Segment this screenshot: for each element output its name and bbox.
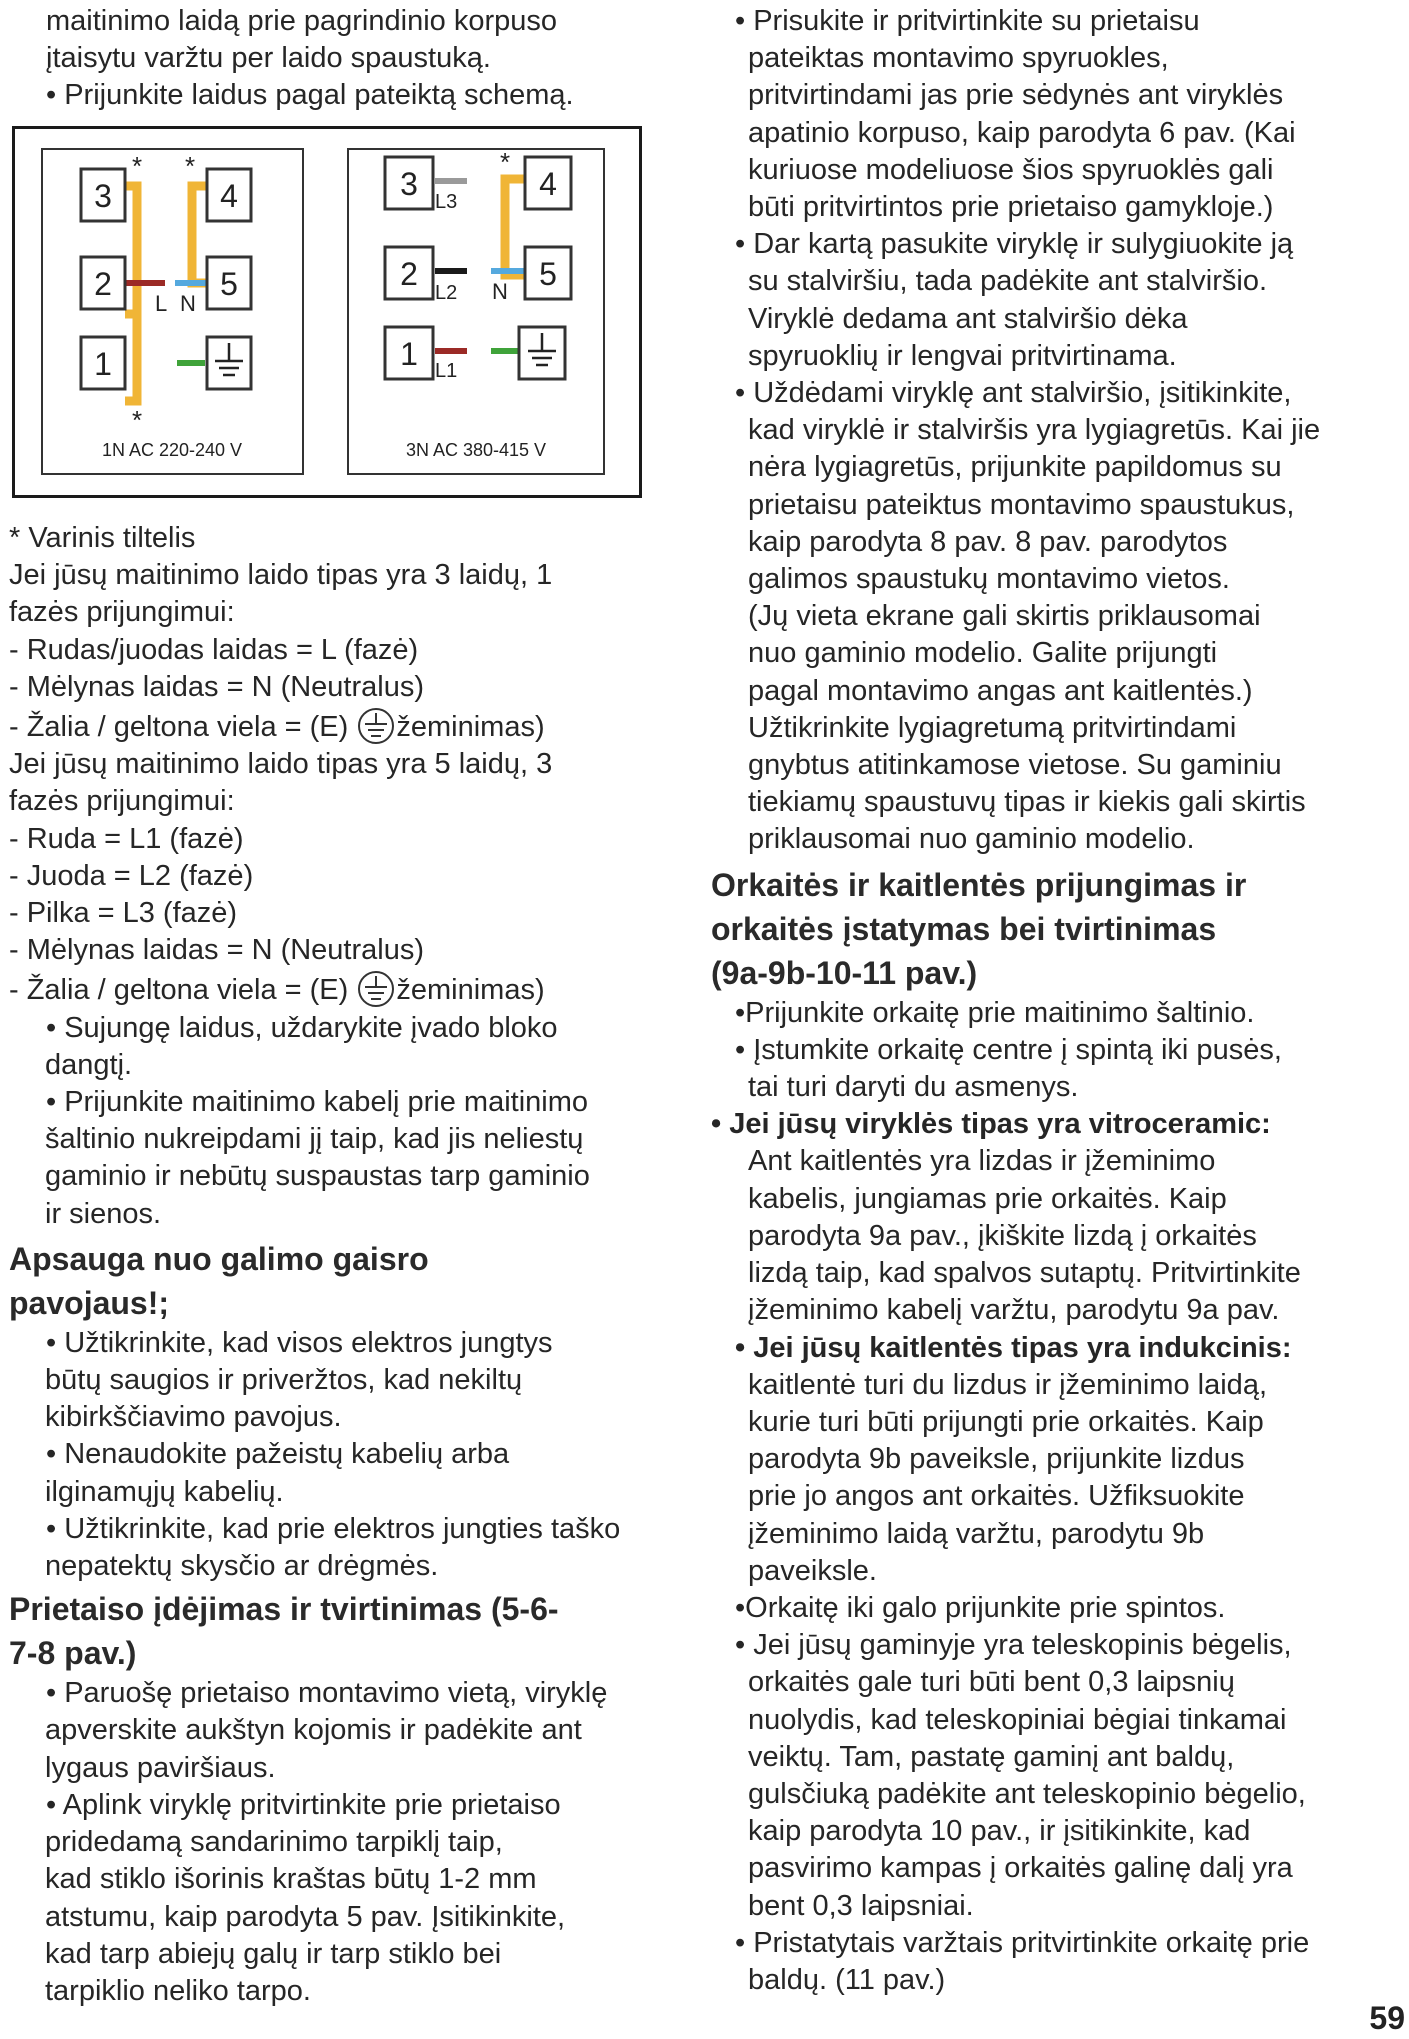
text-line: fazės prijungimui: — [9, 785, 235, 818]
right-column — [711, 3, 1361, 1999]
text-line: - Juoda = L2 (fazė) — [9, 859, 254, 892]
text-line: pagal montavimo angas ant kaitlentės.) — [748, 674, 1253, 707]
text-line: nuolydis, kad teleskopiniai bėgiai tinkamai — [748, 1703, 1287, 1736]
text-line: priklausomai nuo gaminio modelio. — [748, 823, 1195, 856]
terminal-3: 3 — [94, 178, 112, 214]
section-heading: Orkaitės ir kaitlentės prijungimas ir — [711, 866, 1247, 903]
terminal-5: 5 — [220, 266, 238, 302]
bullet-line: • Uždėdami viryklę ant stalviršio, įsitikinkite, — [735, 377, 1292, 410]
bullet-line: • Įstumkite orkaitę centre į spintą iki pusės, — [735, 1033, 1282, 1066]
terminal-2: 2 — [94, 266, 112, 302]
wire-label-N: N — [492, 279, 508, 304]
text-line: spyruoklių ir lengvai pritvirtinama. — [748, 339, 1177, 372]
text-line: pritvirtindami jas prie sėdynės ant viryklės — [748, 79, 1284, 112]
terminal-1: 1 — [94, 346, 112, 382]
bullet-line: • Jei jūsų gaminyje yra teleskopinis bėgelis, — [735, 1629, 1292, 1662]
text-line: kad viryklė ir stalviršis yra lygiagretūs. Kai jie — [748, 414, 1321, 447]
ground-text: - Žalia / geltona viela = (E) — [9, 974, 357, 1007]
terminal-4: 4 — [220, 178, 238, 214]
wire-label-N: N — [180, 291, 196, 316]
terminal-1: 1 — [400, 336, 418, 372]
bullet-line: ilginamųjų kabelių. — [45, 1475, 284, 1508]
text-line: tai turi daryti du asmenys. — [748, 1071, 1079, 1104]
section-heading: (9a-9b-10-11 pav.) — [711, 954, 978, 991]
left-body — [9, 520, 669, 2010]
bullet-line: • Užtikrinkite, kad prie elektros jungties taško — [46, 1512, 621, 1545]
text-line: apatinio korpuso, kaip parodyta 6 pav. (Kai — [748, 116, 1296, 149]
bullet-line: būtų saugios ir priveržtos, kad nekiltų — [45, 1364, 523, 1397]
bullet-line: atstumu, kaip parodyta 5 pav. Įsitikinkite, — [45, 1900, 566, 1933]
section-heading: Prietaiso įdėjimas ir tvirtinimas (5-6- — [9, 1591, 559, 1628]
bridge-marker: * — [185, 151, 196, 181]
bullet-line: kad tarp abiejų galų ir tarp stiklo bei — [45, 1937, 502, 1970]
bullet-line: kibirkščiavimo pavojus. — [45, 1401, 342, 1434]
section-heading: Apsauga nuo galimo gaisro — [9, 1240, 429, 1277]
wire-label-L: L — [155, 291, 168, 316]
text-line: su stalviršiu, tada padėkite ant stalviršio. — [748, 265, 1268, 298]
text-line: Jei jūsų maitinimo laido tipas yra 5 laidų, 3 — [9, 748, 553, 781]
page-number: 59 — [1369, 2000, 1405, 2036]
earth-ground-icon — [356, 969, 396, 1009]
single-phase-panel — [42, 149, 303, 474]
text-line: - Mėlynas laidas = N (Neutralus) — [9, 934, 425, 967]
bullet-line: • Paruošę prietaiso montavimo vietą, viryklę — [46, 1677, 608, 1710]
text-line: prie jo angos ant orkaitės. Užfiksuokite — [748, 1480, 1245, 1513]
text-line: gnybtus atitinkamose vietose. Su gaminiu — [748, 749, 1282, 782]
three-phase-label: 3N AC 380-415 V — [405, 440, 547, 460]
text-line: įžeminimo laidą varžtu, parodytu 9b — [748, 1517, 1205, 1550]
text-line: parodyta 9a pav., įkiškite lizdą į orkaitės — [748, 1219, 1257, 1252]
bold-bullet-line: • Jei jūsų kaitlentės tipas yra indukcinis: — [735, 1331, 1292, 1364]
bullet-line: šaltinio nukreipdami jį taip, kad jis neliestų — [45, 1123, 584, 1156]
text-line: lizdą taip, kad spalvos sutaptų. Pritvirtinkite — [748, 1257, 1301, 1290]
text-line: Ant kaitlentės yra lizdas ir įžeminimo — [748, 1145, 1216, 1178]
text-line: bent 0,3 laipsniai. — [748, 1889, 974, 1922]
single-phase-label: 1N AC 220-240 V — [101, 440, 243, 460]
intro-line: įtaisytu varžtu per laido spaustuką. — [46, 42, 491, 75]
earth-ground-icon — [356, 706, 396, 746]
text-line: tiekiamų spaustuvų tipas ir kiekis gali skirtis — [748, 786, 1306, 819]
bullet-line: • Prijunkite maitinimo kabelį prie maitinimo — [46, 1086, 589, 1119]
bullet-line: • Dar kartą pasukite viryklę ir sulygiuokite ją — [735, 228, 1294, 261]
text-line: (Jų vieta ekrane gali skirtis priklausomai — [748, 600, 1261, 633]
three-phase-panel — [348, 147, 604, 474]
bullet-line: • Sujungę laidus, uždarykite įvado bloko — [46, 1011, 558, 1044]
text-line: kaip parodyta 8 pav. 8 pav. parodytos — [748, 525, 1228, 558]
bullet-line: •Orkaitę iki galo prijunkite prie spintos. — [735, 1591, 1226, 1624]
terminal-3: 3 — [400, 166, 418, 202]
ground-line — [9, 706, 669, 746]
text-line: - Pilka = L3 (fazė) — [9, 897, 238, 930]
text-line: paveiksle. — [748, 1554, 877, 1587]
intro-line: • Prijunkite laidus pagal pateiktą schemą. — [46, 79, 574, 112]
section-heading: 7-8 pav.) — [9, 1635, 137, 1672]
bullet-line: • Aplink viryklę pritvirtinkite prie prietaiso — [46, 1788, 561, 1821]
text-line: * Varinis tiltelis — [9, 522, 196, 554]
bridge-marker: * — [500, 147, 511, 177]
text-line: - Mėlynas laidas = N (Neutralus) — [9, 670, 425, 703]
text-line: - Rudas/juodas laidas = L (fazė) — [9, 633, 419, 666]
section-heading: orkaitės įstatymas bei tvirtinimas — [711, 910, 1217, 947]
terminal-2: 2 — [400, 256, 418, 292]
text-line: kuriuose modeliuose šios spyruoklės gali — [748, 153, 1274, 186]
text-line: fazės prijungimui: — [9, 596, 235, 629]
text-line: Viryklė dedama ant stalviršio dėka — [748, 302, 1188, 335]
text-line: parodyta 9b paveiksle, prijunkite lizdus — [748, 1443, 1245, 1476]
intro-block — [46, 3, 574, 115]
text-line: pasvirimo kampas į orkaitės galinę dalį yra — [748, 1852, 1293, 1885]
bullet-line: lygaus paviršiaus. — [45, 1751, 276, 1784]
text-line: nuo gaminio modelio. Galite prijungti — [748, 637, 1218, 670]
wire-label-L3: L3 — [435, 191, 458, 213]
ground-line — [9, 969, 669, 1009]
bullet-line: kad stiklo išorinis kraštas būtų 1-2 mm — [45, 1863, 537, 1896]
text-line: pateiktas montavimo spyruokles, — [748, 42, 1169, 75]
intro-line: maitinimo laidą prie pagrindinio korpuso — [46, 5, 557, 37]
bullet-line: nepatektų skysčio ar drėgmės. — [45, 1550, 439, 1583]
text-line: prietaisu pateiktus montavimo spaustukus, — [748, 488, 1295, 521]
terminal-4: 4 — [539, 166, 557, 202]
text-line: galimos spaustukų montavimo vietos. — [748, 563, 1230, 596]
bullet-line: tarpiklio neliko tarpo. — [45, 1974, 311, 2007]
ground-text: žeminimas) — [396, 711, 545, 744]
terminal-5: 5 — [539, 256, 557, 292]
bridge-marker: * — [132, 151, 143, 181]
section-heading: pavojaus!; — [9, 1284, 170, 1321]
text-line: kabelis, jungiamas prie orkaitės. Kaip — [748, 1182, 1227, 1215]
bold-bullet-line: • Jei jūsų viryklės tipas yra vitroceramic: — [711, 1108, 1271, 1141]
bullet-line: • Užtikrinkite, kad visos elektros jungtys — [46, 1326, 553, 1359]
bullet-line: • Nenaudokite pažeistų kabelių arba — [46, 1438, 510, 1471]
text-line: Užtikrinkite lygiagretumą pritvirtindami — [748, 711, 1237, 744]
text-line: įžeminimo kabelį varžtu, parodytu 9a pav. — [748, 1294, 1280, 1327]
text-line: kaitlentė turi du lizdus ir įžeminimo laidą, — [748, 1368, 1267, 1401]
bullet-line: • Pristatytais varžtais pritvirtinkite orkaitę prie — [735, 1926, 1310, 1959]
text-line: baldų. (11 pav.) — [748, 1963, 946, 1996]
bullet-line: gaminio ir nebūtų suspaustas tarp gaminio — [45, 1160, 590, 1193]
wiring-diagram-svg — [15, 129, 639, 495]
text-line: nėra lygiagretūs, prijunkite papildomus su — [748, 451, 1282, 484]
text-line: veiktų. Tam, pastatę gaminį ant baldų, — [748, 1740, 1235, 1773]
ground-text: - Žalia / geltona viela = (E) — [9, 711, 357, 744]
text-line: kaip parodyta 10 pav., ir įsitikinkite, kad — [748, 1815, 1251, 1848]
text-line: būti pritvirtintos prie prietaiso gamykloje.) — [748, 191, 1274, 224]
bullet-line: •Prijunkite orkaitę prie maitinimo šaltinio. — [735, 996, 1255, 1029]
bridge-marker: * — [132, 405, 143, 435]
text-line: - Ruda = L1 (fazė) — [9, 822, 244, 855]
ground-text: žeminimas) — [396, 974, 545, 1007]
text-line: orkaitės gale turi būti bent 0,3 laipsnių — [748, 1666, 1235, 1699]
wiring-diagram — [12, 126, 642, 498]
bullet-line: apverskite aukštyn kojomis ir padėkite ant — [45, 1714, 582, 1747]
text-line: gulsčiuką padėkite ant teleskopinio bėgelio, — [748, 1777, 1306, 1810]
bullet-line: pridedamą sandarinimo tarpiklį taip, — [45, 1826, 503, 1859]
text-line: Jei jūsų maitinimo laido tipas yra 3 laidų, 1 — [9, 559, 553, 592]
bullet-line: dangtį. — [45, 1048, 133, 1081]
wire-label-L1: L1 — [435, 360, 458, 382]
bullet-line: • Prisukite ir pritvirtinkite su prietaisu — [735, 5, 1200, 37]
text-line: kurie turi būti prijungti prie orkaitės. Kaip — [748, 1405, 1264, 1438]
wire-label-L2: L2 — [435, 282, 458, 304]
bullet-line: ir sienos. — [45, 1197, 162, 1230]
